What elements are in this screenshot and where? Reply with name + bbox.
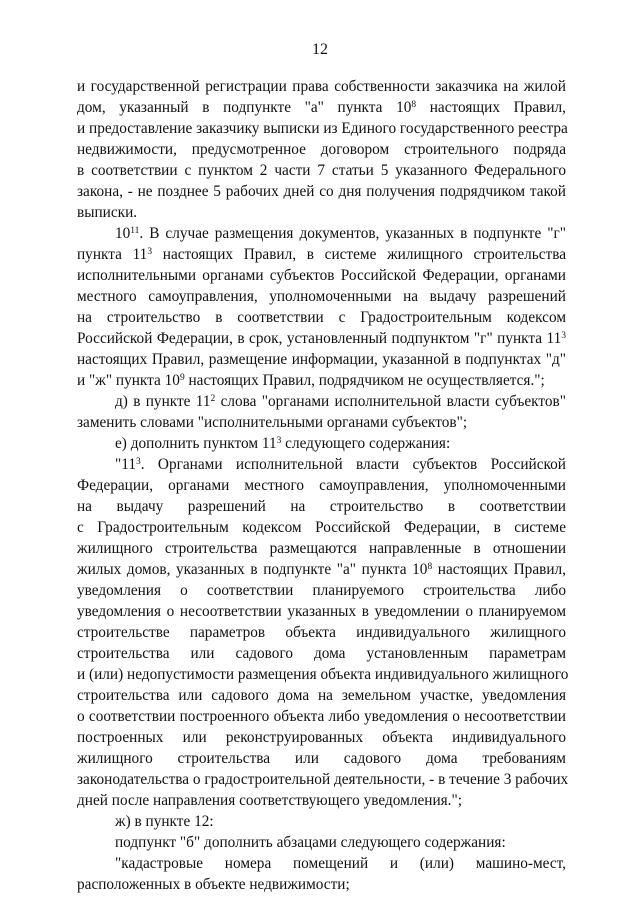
text-run: жилищного строительства размещаются направленные в отношении xyxy=(77,540,566,557)
text-line xyxy=(77,161,566,181)
text-line xyxy=(115,455,566,475)
superscript: 3 xyxy=(276,435,282,446)
text-run: настоящих Правил, подрядчиком не осуществляется."; xyxy=(184,372,545,389)
text-run: . Органами исполнительной власти субъектов Российской xyxy=(140,456,566,473)
text-line xyxy=(77,266,566,286)
superscript: 3 xyxy=(135,456,141,467)
text-run: закона, - не позднее 5 рабочих дней со дня получения подрядчиком такой xyxy=(77,183,566,200)
text-run: настоящих Правил, в системе жилищного строительства xyxy=(152,246,567,263)
page-number: 12 xyxy=(312,41,328,58)
text-run: настоящих Правил, xyxy=(432,561,566,578)
text-run: следующего содержания: xyxy=(281,435,451,452)
text-line xyxy=(77,413,566,433)
text-line xyxy=(77,770,569,790)
text-run: д) в пункте 11 xyxy=(115,393,211,410)
text-run: о соответствии построенного объекта либо уведомления о несоответствии xyxy=(77,708,566,725)
text-line xyxy=(77,203,566,223)
text-run: жилых домов, указанных в подпункте "а" пункта 10 xyxy=(77,561,428,578)
text-line xyxy=(77,644,566,664)
text-line xyxy=(77,350,566,370)
text-run: строительстве параметров объекта индивидуального жилищного xyxy=(77,624,566,641)
text-line xyxy=(77,581,566,601)
superscript: 3 xyxy=(147,246,153,257)
superscript: 3 xyxy=(561,330,566,341)
text-line xyxy=(77,665,569,685)
text-run: уведомления о несоответствии указанных в уведомлении о планируемом xyxy=(77,603,566,620)
text-run: и (или) недопустимости размещения объекта индивидуального жилищного xyxy=(77,666,569,683)
text-line xyxy=(77,560,566,580)
text-line xyxy=(77,140,566,160)
text-run: строительства или садового дома на земельном участке, уведомления xyxy=(77,687,566,704)
text-line xyxy=(77,602,566,622)
text-run: расположенных в объекте недвижимости; xyxy=(77,876,350,893)
text-run: местного самоуправления, уполномоченными на выдачу разрешений xyxy=(77,288,566,305)
text-line xyxy=(77,749,566,769)
text-run: жилищного строительства или садового дома требованиям xyxy=(77,750,566,767)
text-run: . В случае размещения документов, указанных в подпункте "г" xyxy=(139,225,566,242)
text-run: настоящих Правил, xyxy=(416,99,566,116)
text-line xyxy=(115,392,566,412)
text-line xyxy=(77,287,566,307)
text-run: слова "органами исполнительной власти субъектов" xyxy=(215,393,566,410)
text-run: недвижимости, предусмотренное договором строительного подряда xyxy=(77,141,566,158)
text-run: исполнительными органами субъектов Российской Федерации, органами xyxy=(77,267,566,284)
superscript: 9 xyxy=(179,372,185,383)
text-run: е) дополнить пунктом 11 xyxy=(115,435,277,452)
text-run: заменить словами "исполнительными органами субъектов"; xyxy=(77,414,468,431)
text-line xyxy=(77,497,566,517)
text-run: ж) в пункте 12: xyxy=(115,813,214,830)
text-line xyxy=(77,623,566,643)
text-run: выписки. xyxy=(77,204,138,221)
text-run: "кадастровые номера помещений и (или) машино-мест, xyxy=(115,855,566,872)
text-run: и государственной регистрации права собственности заказчика на жилой xyxy=(77,78,566,95)
text-line xyxy=(77,77,566,97)
text-run: на выдачу разрешений на строительство в соответствии xyxy=(77,498,566,515)
text-line xyxy=(77,329,566,349)
text-run: 10 xyxy=(115,225,131,242)
text-run: и "ж" пункта 10 xyxy=(77,372,180,389)
text-run: на строительство в соответствии с Градостроительным кодексом xyxy=(77,309,566,326)
text-run: уведомления о соответствии планируемого строительства либо xyxy=(77,582,566,599)
text-line xyxy=(115,854,566,874)
text-run: построенных или реконструированных объекта индивидуального xyxy=(77,729,566,746)
text-line xyxy=(77,707,566,727)
text-run: законодательства о градостроительной деятельности, - в течение 3 рабочих xyxy=(77,771,569,788)
text-line xyxy=(77,518,566,538)
text-run: настоящих Правил, размещение информации, указанной в подпунктах "д" xyxy=(77,351,566,368)
text-line xyxy=(77,308,566,328)
text-line xyxy=(77,98,566,118)
text-line xyxy=(77,791,566,811)
text-line xyxy=(77,875,566,895)
text-run: пункта 11 xyxy=(77,246,148,263)
text-line xyxy=(115,812,566,832)
text-run: Федерации, органами местного самоуправления, уполномоченными xyxy=(77,477,566,494)
superscript: 8 xyxy=(427,561,433,572)
text-run: Российской Федерации, в срок, установленный подпунктом "г" пункта 11 xyxy=(77,330,562,347)
text-line xyxy=(77,245,566,265)
text-line xyxy=(77,539,566,559)
superscript: 2 xyxy=(210,393,216,404)
text-line xyxy=(115,224,566,244)
text-line xyxy=(115,434,566,454)
text-line xyxy=(77,686,566,706)
superscript: 8 xyxy=(411,99,417,110)
text-run: строительства или садового дома установленным параметрам xyxy=(77,645,566,662)
text-run: с Градостроительным кодексом Российской Федерации, в системе xyxy=(77,519,566,536)
superscript: 11 xyxy=(130,225,140,236)
text-line xyxy=(77,182,566,202)
text-run: и предоставление заказчику выписки из Единого государственного реестра xyxy=(77,120,568,137)
text-line xyxy=(77,728,566,748)
text-line xyxy=(77,476,566,496)
text-line xyxy=(77,371,566,391)
text-line xyxy=(115,833,566,853)
text-run: подпункт "б" дополнить абзацами следующего содержания: xyxy=(115,834,506,851)
text-run: "11 xyxy=(115,456,136,473)
text-run: в соответствии с пунктом 2 части 7 статьи 5 указанного Федерального xyxy=(77,162,566,179)
text-line xyxy=(77,119,566,139)
text-run: дней после направления соответствующего уведомления."; xyxy=(77,792,462,809)
text-run: дом, указанный в подпункте "а" пункта 10 xyxy=(77,99,412,116)
